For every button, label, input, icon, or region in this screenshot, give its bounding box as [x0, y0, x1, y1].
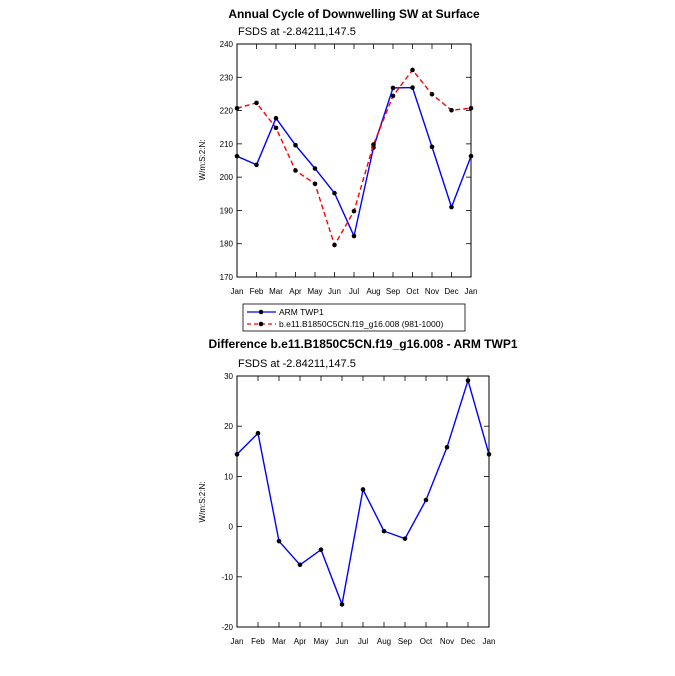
- chart2-ytick-label: -10: [221, 572, 233, 582]
- chart2-series-0-point: [340, 602, 345, 607]
- chart1-xtick-label: Jan: [464, 287, 478, 296]
- chart2-axes: [221, 372, 495, 646]
- difference-chart: [198, 337, 518, 646]
- chart1-xtick-label: Mar: [269, 287, 283, 296]
- chart1-xtick-label: Feb: [249, 287, 264, 296]
- chart2-xtick-label: Dec: [460, 637, 476, 646]
- chart1-series: [235, 68, 474, 248]
- chart1-xtick-label: Oct: [406, 287, 419, 296]
- chart2-plot-frame: [237, 376, 489, 627]
- chart1-ytick-label: 220: [219, 106, 233, 116]
- chart2-ytick-label: 10: [224, 472, 233, 482]
- chart2-ytick-label: 20: [224, 422, 233, 432]
- chart2-y-axis-label: W/m:S:2:N:: [198, 481, 207, 523]
- chart1-series-0-point: [430, 145, 435, 150]
- chart1-series-1-point: [332, 243, 337, 248]
- chart2-series: [235, 378, 492, 606]
- legend-label-arm: ARM TWP1: [279, 307, 324, 317]
- chart1-xtick-label: Sep: [385, 287, 401, 296]
- chart1-series-1-point: [371, 142, 376, 147]
- legend-marker-model: [259, 322, 264, 327]
- legend-marker-arm: [259, 310, 264, 315]
- chart1-series-1-point: [430, 92, 435, 97]
- chart1-series-0-point: [313, 166, 318, 171]
- chart1-ytick-label: 180: [219, 239, 233, 249]
- chart2-series-0-point: [382, 529, 387, 534]
- chart1-xtick-label: Jul: [348, 287, 360, 296]
- chart1-xtick-label: Dec: [444, 287, 459, 296]
- chart2-xtick-label: Oct: [419, 637, 433, 646]
- chart1-series-0-point: [469, 154, 474, 159]
- chart2-xtick-label: Nov: [439, 637, 455, 646]
- chart1-ytick-label: 240: [219, 40, 233, 49]
- chart1-ytick-label: 200: [219, 173, 233, 183]
- chart2-ytick-label: 0: [228, 522, 233, 532]
- chart2-xtick-label: Mar: [272, 637, 286, 646]
- chart2-ytick-label: 30: [224, 372, 233, 381]
- chart1-series-0-point: [391, 86, 396, 91]
- chart2-xtick-label: Jul: [357, 637, 369, 646]
- chart1-series-1-point: [469, 106, 474, 111]
- chart1-xtick-label: Jun: [328, 287, 341, 296]
- chart2-xtick-label: Aug: [376, 637, 392, 646]
- chart2-xtick-label: Jun: [335, 637, 349, 646]
- chart1-series-0-point: [410, 85, 415, 90]
- chart1-series-1-point: [449, 108, 454, 113]
- chart1-series-0-point: [293, 143, 298, 148]
- chart2-xtick-label: Feb: [251, 637, 265, 646]
- chart2-series-0-point: [424, 498, 429, 503]
- chart1-series-0-point: [274, 116, 279, 121]
- legend-label-model: b.e11.B1850C5CN.f19_g16.008 (981-1000): [279, 319, 444, 329]
- chart2-series-0-point: [466, 378, 471, 383]
- annual-cycle-chart: [198, 7, 480, 331]
- chart1-series-1-point: [410, 68, 415, 73]
- chart1-series-1-point: [313, 182, 318, 187]
- chart2-series-0-point: [403, 536, 408, 541]
- chart2-subtitle: FSDS at -2.84211,147.5: [238, 358, 356, 370]
- chart1-ytick-label: 230: [219, 73, 233, 83]
- chart1-ytick-label: 190: [219, 206, 233, 216]
- chart1-legend: [243, 304, 465, 331]
- chart1-series-1-point: [391, 94, 396, 99]
- chart2-series-0-line: [237, 381, 489, 605]
- chart2-series-0-point: [445, 445, 450, 450]
- chart2-xtick-label: May: [313, 637, 329, 646]
- chart1-xtick-label: Jan: [230, 287, 244, 296]
- chart1-series-0-point: [352, 234, 357, 239]
- chart2-xtick-label: Jan: [482, 637, 496, 646]
- chart1-xtick-label: Apr: [289, 287, 302, 296]
- chart1-series-1-point: [235, 106, 240, 111]
- chart1-series-1-point: [274, 126, 279, 131]
- chart1-y-axis-label: W/m:S:2:N:: [198, 139, 207, 181]
- chart1-series-1-point: [352, 209, 357, 214]
- chart2-series-0-point: [361, 487, 366, 492]
- chart2-series-0-point: [277, 539, 282, 544]
- chart2-series-0-point: [298, 562, 303, 567]
- chart1-subtitle: FSDS at -2.84211,147.5: [238, 26, 356, 38]
- chart2-xtick-label: Sep: [397, 637, 413, 646]
- chart1-series-0-point: [254, 163, 259, 168]
- chart2-xtick-label: Apr: [293, 637, 307, 646]
- chart2-series-0-point: [256, 431, 261, 436]
- chart1-series-0-line: [237, 88, 471, 237]
- chart2-series-0-point: [235, 452, 240, 457]
- chart1-xtick-label: Aug: [366, 287, 381, 296]
- chart2-title: Difference b.e11.B1850C5CN.f19_g16.008 - ARM TWP1: [208, 337, 518, 351]
- chart1-xtick-label: May: [307, 287, 323, 296]
- chart1-title: Annual Cycle of Downwelling SW at Surface: [228, 7, 480, 21]
- chart2-series-0-point: [319, 547, 324, 552]
- chart1-series-1-point: [254, 101, 259, 106]
- chart1-ytick-label: 170: [219, 273, 233, 282]
- chart1-series-0-point: [332, 191, 337, 196]
- chart1-ytick-label: 210: [219, 139, 233, 149]
- chart2-xtick-label: Jan: [230, 637, 244, 646]
- chart1-series-1-point: [293, 168, 298, 173]
- chart1-xtick-label: Nov: [424, 287, 440, 296]
- chart1-series-0-point: [235, 154, 240, 159]
- chart2-ytick-label: -20: [221, 623, 233, 632]
- chart1-series-0-point: [449, 205, 454, 210]
- chart2-series-0-point: [487, 452, 492, 457]
